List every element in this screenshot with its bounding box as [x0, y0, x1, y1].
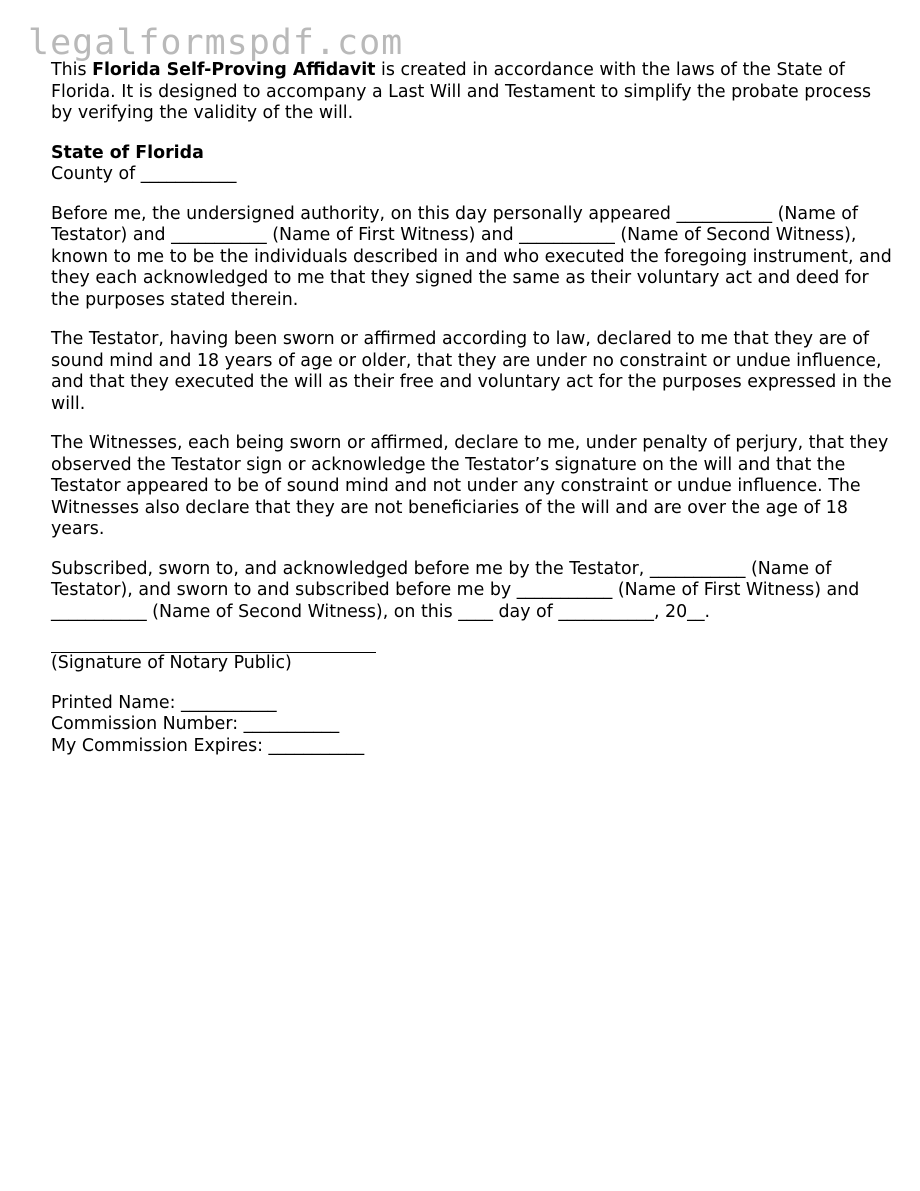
venue-block	[51, 143, 896, 186]
appearance-paragraph: Before me, the undersigned authority, on this day personally appeared ___________ (Name of Testator) and ___________ (Name of First Witness) and ___________ (Name of Second Witness), known to me to be the individuals described in and who executed the foregoing instrument, and they each acknowledged to me that they signed the same as their voluntary act and deed for the purposes stated therein.	[51, 203, 892, 310]
intro-paragraph	[51, 60, 896, 125]
subscribed-paragraph: Subscribed, sworn to, and acknowledged before me by the Testator, ___________ (Name of Testator), and sworn to and subscribed before me by ___________ (Name of First Witness) and ___________ (Name of Second Witness), on this ____ day of ___________, 20__.	[51, 558, 860, 622]
notary-signature-line	[51, 641, 376, 653]
notary-printed-name: Printed Name: ___________	[51, 692, 277, 713]
notary-commission-number: Commission Number: ___________	[51, 714, 340, 734]
notary-commission-expires: My Commission Expires: ___________	[51, 735, 365, 756]
venue-state: State of Florida	[51, 142, 204, 163]
testator-paragraph: The Testator, having been sworn or affirmed according to law, declared to me that they are of sound mind and 18 years of age or older, that they are under no constraint or undue influence, and that they executed the will as their free and voluntary act for the purposes expressed in the will.	[51, 329, 892, 414]
witnesses-paragraph: The Witnesses, each being sworn or affirmed, declare to me, under penalty of perjury, that they observed the Testator sign or acknowledge the Testator’s signature on the will and that the Testator appeared to be of sound mind and not under any constraint or undue influence. The Witnesses also declare that they are not beneficiaries of the will and are over the age of 18 years.	[51, 433, 889, 539]
document-title: Florida Self-Proving Affidavit	[92, 60, 376, 80]
intro-text-start: This	[51, 60, 93, 80]
notary-signature-block	[51, 641, 896, 675]
intro-text-end: is created in accordance with the laws of the State of Florida. It is designed to accompany a Last Will and Testament to simplify the probate process by verifying the validity of the will.	[51, 60, 872, 123]
affidavit-document	[51, 60, 896, 757]
venue-county: County of ___________	[51, 164, 237, 184]
watermark-text: legalformspdf.com	[28, 23, 404, 63]
notary-signature-caption: (Signature of Notary Public)	[51, 653, 292, 673]
notary-details	[51, 693, 896, 758]
